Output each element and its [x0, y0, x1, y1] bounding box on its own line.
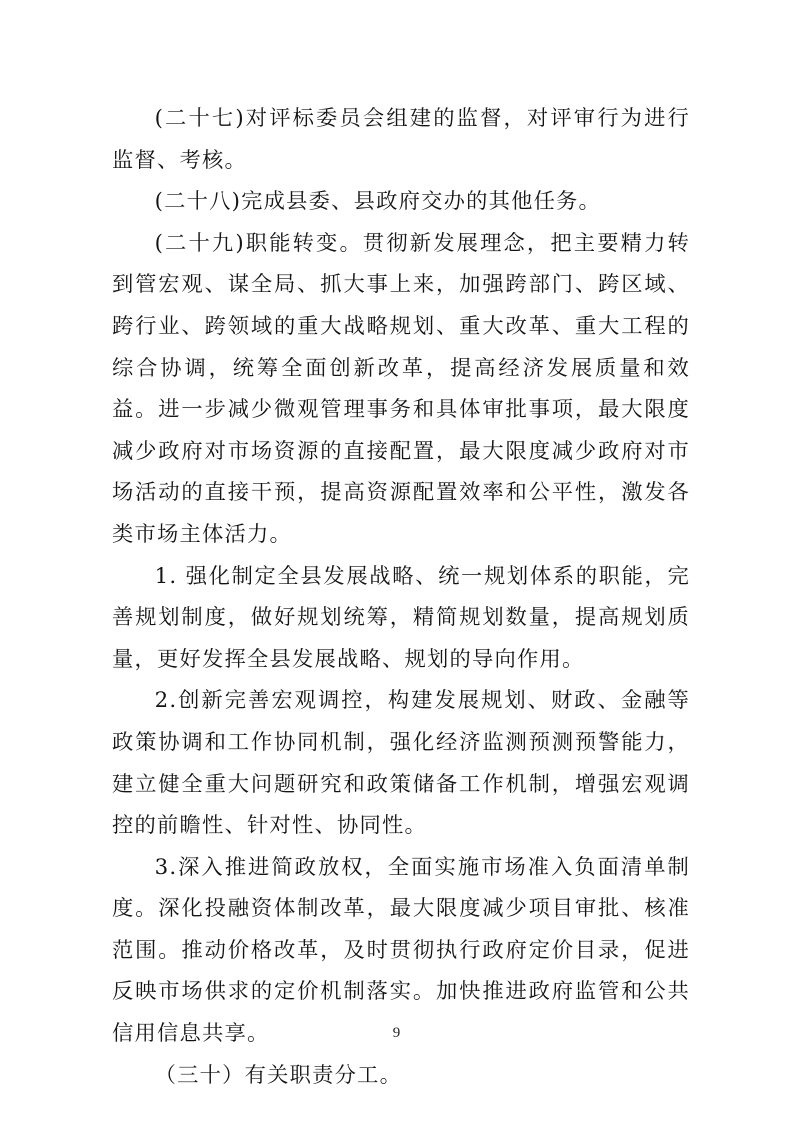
paragraph-item-3: 3.深入推进简政放权，全面实施市场准入负面清单制度。深化投融资体制改革，最大限度减少项目审批、核准范围。推动价格改革，及时贯彻执行政府定价目录，促进反映市场供求的定价机制落实。加快推进政府监管和公共信用信息共享。 [112, 854, 690, 1047]
paragraph-29: (二十九)职能转变。贯彻新发展理念，把主要精力转到管宏观、谋全局、抓大事上来，加强跨部门、跨区域、跨行业、跨领域的重大战略规划、重大改革、重大工程的综合协调，统筹全面创新改革，提高经济发展质量和效益。进一步减少微观管理事务和具体审批事项，最大限度减少政府对市场资源的直接配置，最大限度减少政府对市场活动的直接干预，提高资源配置效率和公平性，激发各类市场主体活力。 [112, 230, 690, 547]
paragraph-30: （三十）有关职责分工。 [154, 1062, 403, 1088]
page-number: 9 [392, 1025, 401, 1041]
paragraph-item-1: 1. 强化制定全县发展战略、统一规划体系的职能，完善规划制度，做好规划统筹，精简规划数量，提高规划质量，更好发挥全县发展战略、规划的导向作用。 [112, 563, 690, 672]
paragraph-27: (二十七)对评标委员会组建的监督，对评审行为进行监督、考核。 [112, 106, 690, 173]
body-text [112, 98, 690, 1096]
paragraph-28: (二十八)完成县委、县政府交办的其他任务。 [154, 189, 602, 215]
paragraph-item-2: 2.创新完善宏观调控，构建发展规划、财政、金融等政策协调和工作协同机制，强化经济监测预测预警能力，建立健全重大问题研究和政策储备工作机制，增强宏观调控的前瞻性、针对性、协同性。 [112, 688, 690, 839]
